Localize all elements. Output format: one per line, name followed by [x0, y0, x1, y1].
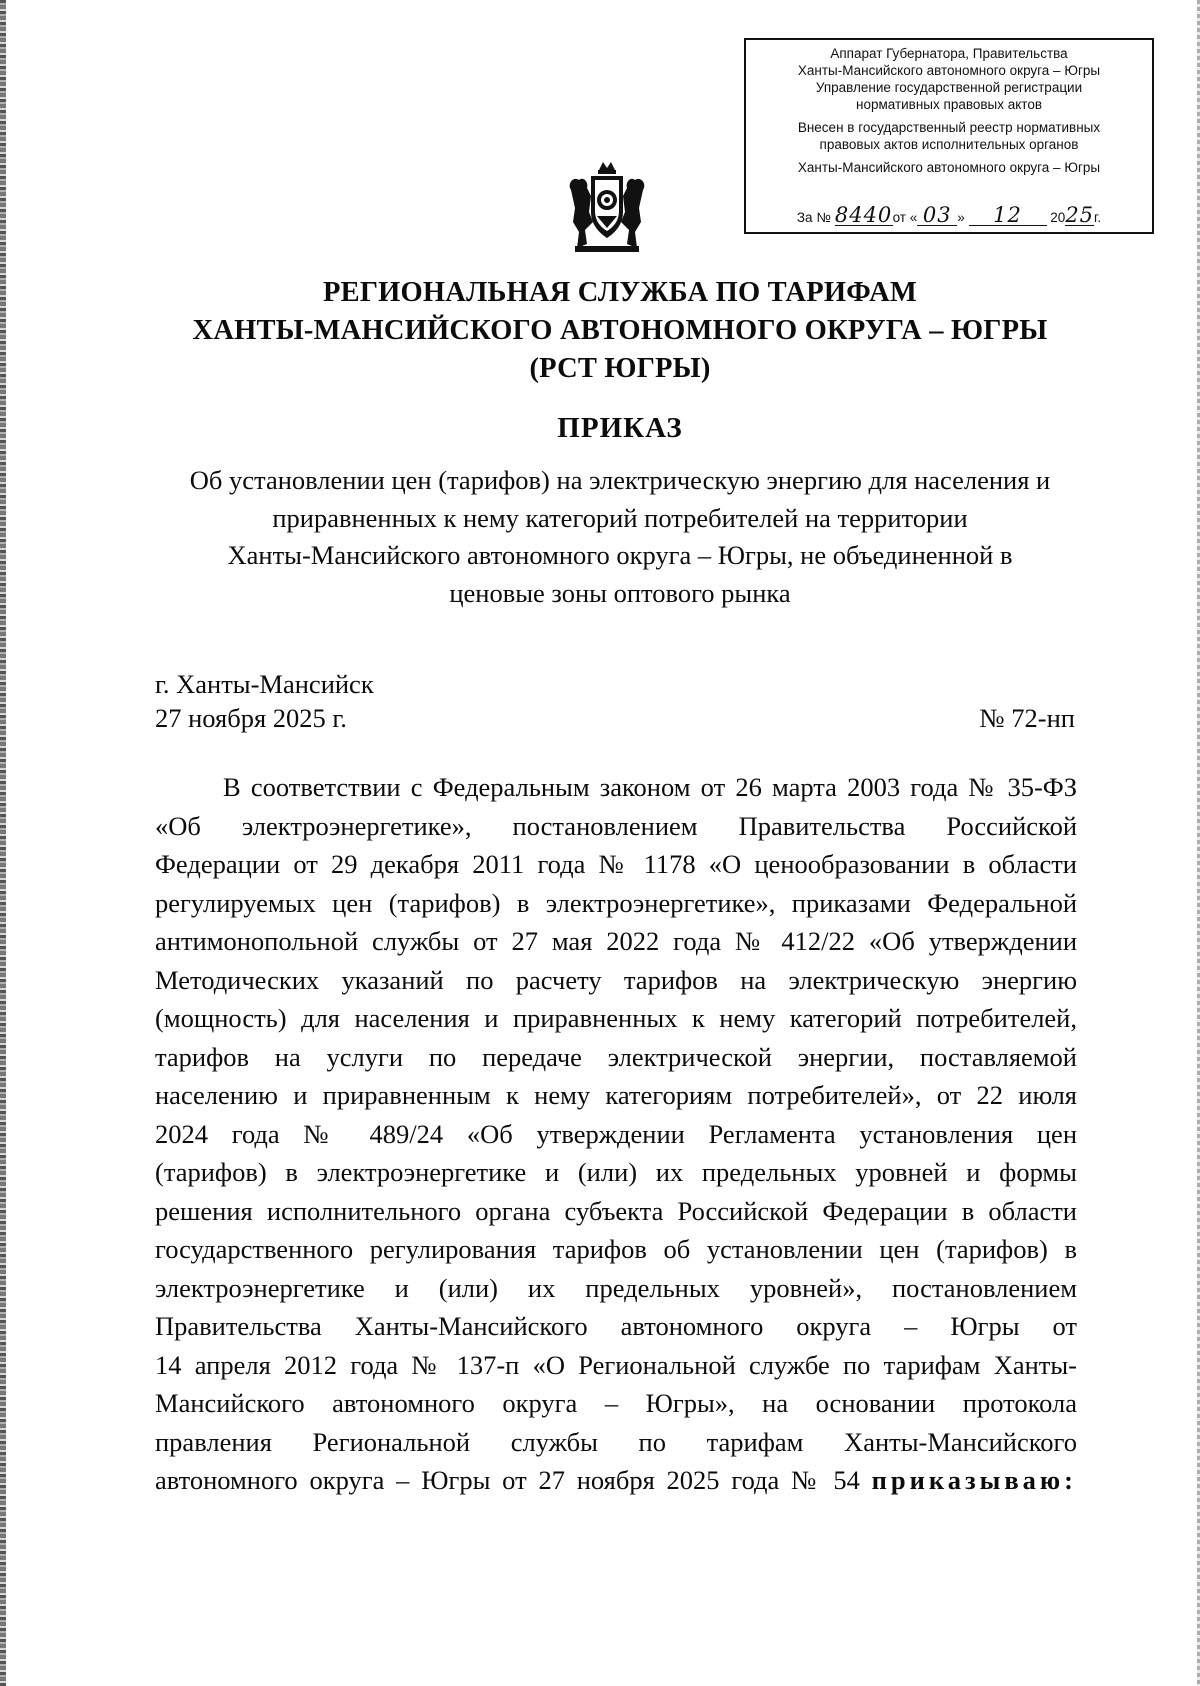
preamble-paragraph — [155, 768, 1077, 1500]
agency-abbreviation: (РСТ ЮГРЫ) — [529, 353, 711, 384]
stamp-reg-month: 12 — [969, 205, 1047, 226]
stamp-reg-ot: от « — [892, 210, 918, 225]
preamble-line: Методических указаний по расчету тарифов на электрическую энергию — [155, 964, 1077, 995]
preamble-line: Правительства Ханты-Мансийского автономного округа – Югры от — [155, 1311, 1077, 1341]
preamble-line: решения исполнительного органа субъекта Российской Федерации в области — [155, 1195, 1077, 1226]
preamble-line: антимонопольной службы от 27 мая 2022 года № 412/22 «Об утверждении — [155, 926, 1077, 956]
preamble-line: Мансийского автономного округа – Югры», на основании протокола — [155, 1388, 1077, 1418]
stamp-registry — [746, 119, 1152, 153]
stamp-registration-line — [746, 205, 1152, 226]
stamp-reg-prefix: За № — [796, 210, 831, 225]
order-date: 27 ноября 2025 г. — [155, 703, 347, 733]
order-subject-line: ценовые зоны оптового рынка — [449, 577, 791, 608]
stamp-reg-day: 03 — [917, 205, 957, 226]
preamble-line: правления Региональной службы по тарифам Ханты-Мансийского — [155, 1426, 1077, 1457]
preamble-line: государственного регулирования тарифов об установлении цен (тарифов) в — [155, 1234, 1077, 1264]
preamble-line: (мощность) для населения и приравненных к нему категорий потребителей, — [155, 1003, 1077, 1033]
stamp-registry-line: Внесен в государственный реестр нормативных — [797, 120, 1101, 135]
preamble-line: 2024 года № 489/24 «Об утверждении Регламента установления цен — [155, 1118, 1077, 1149]
agency-name-line: ХАНТЫ-МАНСИЙСКОГО АВТОНОМНОГО ОКРУГА – ЮГРЫ — [192, 315, 1048, 346]
preamble-line: «Об электроэнергетике», постановлением Правительства Российской — [155, 810, 1077, 841]
order-number: № 72-нп — [979, 703, 1075, 733]
stamp-reg-quote: » — [957, 210, 965, 225]
stamp-organization — [746, 45, 1152, 113]
preamble-line: населению и приравненным к нему категориям потребителей», от 22 июля — [155, 1080, 1077, 1110]
order-date-row — [155, 702, 1075, 734]
registration-stamp — [744, 38, 1154, 234]
preamble-last-line — [155, 1461, 1077, 1500]
stamp-reg-year-unit: г. — [1094, 210, 1102, 225]
order-subject — [150, 462, 1090, 612]
preamble-line: Федерации от 29 декабря 2011 года № 1178 «О ценообразовании в области — [155, 849, 1077, 879]
stamp-org-line: нормативных правовых актов — [855, 97, 1043, 112]
stamp-reg-year-suffix: 25 — [1065, 203, 1095, 227]
order-subject-line: Ханты-Мансийского автономного округа – Югры, не объединенной в — [227, 540, 1013, 571]
stamp-region-line: Ханты-Мансийского автономного округа – Югры — [797, 160, 1101, 175]
preamble-line: В соответствии с Федеральным законом от 26 марта 2003 года № 35-ФЗ — [223, 772, 1077, 802]
coat-of-arms-icon — [565, 160, 649, 256]
preamble-line: электроэнергетике и (или) их предельных уровней», постановлением — [155, 1272, 1077, 1303]
stamp-org-line: Ханты-Мансийского автономного округа – Югры — [797, 63, 1101, 78]
stamp-org-line: Управление государственной регистрации — [815, 80, 1083, 95]
order-subject-line: Об установлении цен (тарифов) на электрическую энергию для населения и — [189, 465, 1051, 495]
stamp-reg-year-prefix: 20 — [1050, 210, 1066, 225]
stamp-org-line: Аппарат Губернатора, Правительства — [830, 46, 1068, 61]
preamble-line: (тарифов) в электроэнергетике и (или) их предельных уровней и формы — [155, 1157, 1077, 1187]
preamble-line: 14 апреля 2012 года № 137-п «О Региональной службе по тарифам Ханты- — [155, 1349, 1077, 1380]
order-city: г. Ханты-Мансийск — [155, 669, 374, 699]
preamble-line: регулируемых цен (тарифов) в электроэнергетике», приказами Федеральной — [155, 887, 1077, 918]
preamble-line: тарифов на услуги по передаче электрической энергии, поставляемой — [155, 1041, 1077, 1072]
order-directive: приказываю: — [871, 1465, 1077, 1495]
document-title: ПРИКАЗ — [557, 412, 683, 444]
stamp-registry-line: правовых актов исполнительных органов — [819, 137, 1079, 152]
order-subject-line: приравненных к нему категорий потребителей на территории — [272, 502, 968, 533]
stamp-reg-number: 8440 — [834, 203, 893, 227]
agency-name-line: РЕГИОНАЛЬНАЯ СЛУЖБА ПО ТАРИФАМ — [323, 277, 917, 308]
preamble-last-text: автономного округа – Югры от 27 ноября 2025 года № 54 — [155, 1465, 860, 1495]
scan-edge-left — [0, 0, 6, 1686]
